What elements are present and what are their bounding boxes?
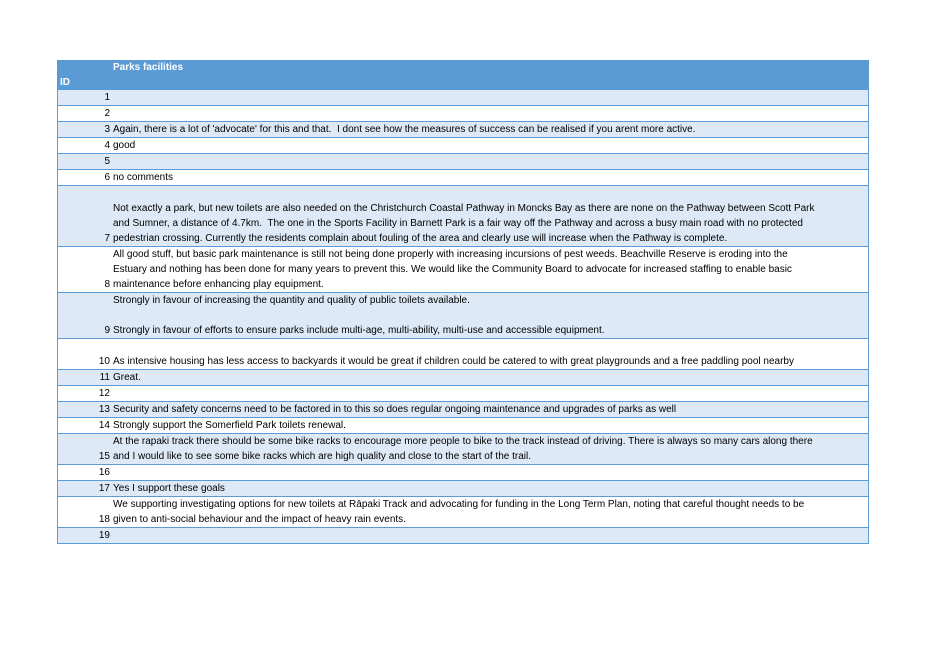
table-row — [58, 293, 868, 339]
row-id: 17 — [98, 483, 110, 494]
row-comment: Security and safety concerns need to be factored in to this so does regular ongoing maintenance and upgrades of parks as well — [113, 404, 677, 415]
table-row — [58, 418, 868, 434]
table-row — [58, 138, 868, 154]
table-body — [58, 90, 868, 544]
table-row — [58, 170, 868, 186]
row-id: 8 — [104, 279, 110, 290]
table-row — [58, 386, 868, 402]
row-comment: Great. — [113, 372, 141, 383]
table-row — [58, 465, 868, 481]
row-id: 10 — [98, 356, 110, 367]
row-id: 1 — [104, 92, 110, 103]
row-comment: Not exactly a park, but new toilets are also needed on the Christchurch Coastal Pathway in Moncks Bay as there are none on the Pathway between Scott Park and Sumner, a distance of 4.7km. The one in the Sports Facility in Barnett Park is a fair way off the Pathway and across a busy main road with no protected pedestrian crossing. Currently the residents complain about fouling of the area and clearly use will increase when the Pathway is complete. — [113, 203, 815, 244]
header-parks-facilities: Parks facilities — [113, 62, 184, 73]
row-id: 11 — [99, 372, 110, 383]
table-row — [58, 106, 868, 122]
header-id: ID — [60, 77, 70, 88]
table-header — [58, 60, 868, 90]
parks-facilities-table — [57, 60, 869, 544]
table-row — [58, 90, 868, 106]
row-id: 19 — [98, 530, 110, 541]
row-id: 7 — [104, 233, 110, 244]
table-row — [58, 481, 868, 497]
table-row — [58, 434, 868, 465]
row-comment: Strongly support the Somerfield Park toilets renewal. — [113, 420, 346, 431]
row-id: 15 — [98, 451, 110, 462]
row-comment: As intensive housing has less access to backyards it would be great if children could be catered to with great playgrounds and a free paddling pool nearby — [113, 356, 794, 367]
row-id: 16 — [98, 467, 110, 478]
row-comment: All good stuff, but basic park maintenance is still not being done properly with increasing incursions of pest weeds. Beachville Reserve is eroding into the Estuary and nothing has been done for many years to prevent this. We would like the Community Board to advocate for increased staffing to enable basic maintenance before enhancing play equipment. — [113, 249, 792, 290]
row-id: 14 — [98, 420, 110, 431]
row-comment: good — [113, 140, 136, 151]
table-row — [58, 497, 868, 528]
table-row — [58, 402, 868, 418]
row-comment: At the rapaki track there should be some bike racks to encourage more people to bike to the track instead of driving. There is always so many cars along there and I would like to see some bike racks which are high quality and close to the start of the trail. — [113, 436, 813, 462]
row-id: 2 — [104, 108, 110, 119]
table-row — [58, 370, 868, 386]
row-comment: We supporting investigating options for new toilets at Rāpaki Track and advocating for funding in the Long Term Plan, noting that careful thought needs to be given to anti-social behaviour and the impact of heavy rain events. — [113, 499, 805, 525]
row-id: 6 — [104, 172, 110, 183]
row-comment: Strongly in favour of increasing the quantity and quality of public toilets available. Strongly in favour of efforts to ensure parks include multi-age, multi-ability, multi-use and accessible equipment. — [113, 295, 605, 336]
row-comment: no comments — [113, 172, 174, 183]
row-id: 12 — [98, 388, 110, 399]
table-row — [58, 154, 868, 170]
table-row — [58, 339, 868, 370]
row-id: 13 — [98, 404, 110, 415]
table-row — [58, 528, 868, 544]
row-id: 18 — [98, 514, 110, 525]
row-id: 4 — [104, 140, 110, 151]
row-id: 5 — [104, 156, 110, 167]
table-row — [58, 247, 868, 293]
row-id: 3 — [104, 124, 110, 135]
row-id: 9 — [104, 325, 110, 336]
table-row — [58, 122, 868, 138]
row-comment: Again, there is a lot of 'advocate' for this and that. I dont see how the measures of success can be realised if you arent more active. — [113, 124, 696, 135]
table-row — [58, 186, 868, 247]
row-comment: Yes I support these goals — [113, 483, 225, 494]
